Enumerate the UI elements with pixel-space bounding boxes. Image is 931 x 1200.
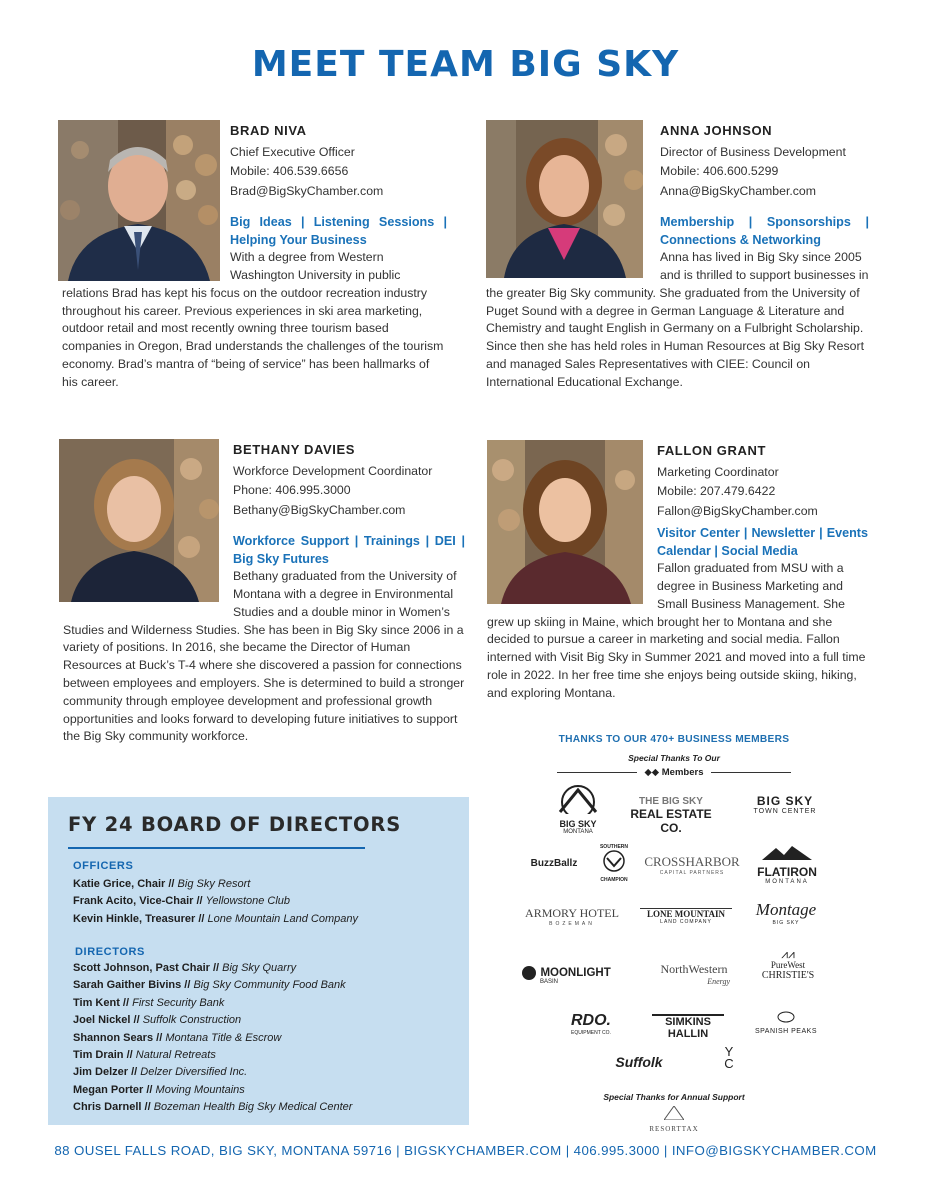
board-title: FY 24 BOARD OF DIRECTORS bbox=[68, 813, 402, 836]
board-member: Chris Darnell // Bozeman Health Big Sky Medical Center bbox=[73, 1101, 353, 1114]
logo-resort-tax: RESORTTAX bbox=[634, 1106, 714, 1133]
mountain-icon bbox=[556, 784, 600, 814]
member-name: FALLON GRANT bbox=[657, 443, 767, 458]
member-email[interactable]: Brad@BigSkyChamber.com bbox=[230, 183, 384, 198]
member-role: Director of Business Development bbox=[660, 144, 846, 159]
board-of-directors-panel bbox=[48, 797, 469, 1125]
diamond-icon: ◆◆ bbox=[644, 767, 660, 778]
logo-montage: Montage BIG SKY bbox=[755, 900, 817, 926]
board-title-rule bbox=[68, 847, 365, 849]
champion-emblem-icon bbox=[599, 850, 629, 872]
board-member: Jim Delzer // Delzer Diversified Inc. bbox=[73, 1066, 248, 1079]
logo-simkins-hallin: SIMKINS HALLIN bbox=[652, 1014, 724, 1040]
annual-support-label: Special Thanks for Annual Support bbox=[603, 1092, 745, 1102]
logo-yellowstone-club: Y C bbox=[724, 1044, 734, 1071]
member-email[interactable]: Fallon@BigSkyChamber.com bbox=[657, 503, 818, 518]
logo-suffolk: Suffolk bbox=[615, 1054, 663, 1070]
logo-northwestern-energy: NorthWestern Energy bbox=[660, 962, 730, 986]
directors-heading: DIRECTORS bbox=[75, 946, 145, 958]
logo-lone-mountain: LONE MOUNTAIN LAND COMPANY bbox=[640, 908, 732, 925]
peaks-icon bbox=[762, 846, 812, 860]
board-member: Scott Johnson, Past Chair // Big Sky Quarry bbox=[73, 962, 297, 974]
member-focus-areas: Big Ideas | Listening Sessions | Helping Your Business bbox=[230, 215, 447, 247]
logo-rdo-equipment: RDO. EQUIPMENT CO. bbox=[571, 1012, 611, 1036]
sponsors-heading: THANKS TO OUR 470+ BUSINESS MEMBERS bbox=[558, 734, 790, 745]
logo-flatiron: FLATIRON MONTANA bbox=[752, 846, 822, 885]
member-name: ANNA JOHNSON bbox=[660, 123, 773, 138]
member-email[interactable]: Anna@BigSkyChamber.com bbox=[660, 183, 817, 198]
officers-list bbox=[73, 876, 358, 928]
sponsor-logos-panel bbox=[508, 728, 840, 1138]
board-member: Frank Acito, Vice-Chair // Yellowstone Club bbox=[73, 895, 291, 908]
team-card-brad bbox=[62, 120, 447, 392]
page-title: MEET TEAM BIG SKY bbox=[251, 44, 680, 85]
moon-icon bbox=[522, 966, 536, 980]
logo-moonlight-basin: MOONLIGHT BASIN bbox=[522, 964, 638, 985]
member-phone: Mobile: 406.600.5299 bbox=[660, 164, 779, 179]
board-member: Kevin Hinkle, Treasurer // Lone Mountain Land Company bbox=[73, 912, 358, 925]
member-role: Workforce Development Coordinator bbox=[233, 463, 433, 478]
board-member: Katie Grice, Chair // Big Sky Resort bbox=[73, 878, 251, 890]
logo-spanish-peaks: SPANISH PEAKS bbox=[746, 1010, 826, 1035]
footer-contact-line: 88 OUSEL FALLS ROAD, BIG SKY, MONTANA 59716 | BIGSKYCHAMBER.COM | 406.995.3000 | INFO@BIGSKYCHAMBER.COM bbox=[54, 1143, 877, 1158]
portrait-photo-bethany bbox=[59, 439, 219, 602]
logo-buzzballz: BuzzBallz bbox=[530, 858, 578, 869]
member-phone: Mobile: 406.539.6656 bbox=[230, 164, 349, 179]
logo-town-center: BIG SKY TOWN CENTER bbox=[753, 794, 817, 815]
member-focus-areas: Visitor Center | Newsletter | Events Calendar | Social Media bbox=[657, 526, 868, 558]
member-name: BRAD NIVA bbox=[230, 123, 307, 138]
member-role: Chief Executive Officer bbox=[230, 144, 355, 159]
member-phone: Phone: 406.995.3000 bbox=[233, 483, 351, 498]
logo-southern-champion: SOUTHERN CHAMPION bbox=[599, 844, 629, 883]
resorttax-emblem-icon bbox=[664, 1106, 684, 1120]
team-card-anna bbox=[486, 120, 869, 392]
team-card-fallon bbox=[487, 440, 868, 703]
member-role: Marketing Coordinator bbox=[657, 464, 779, 479]
board-member: Tim Drain // Natural Retreats bbox=[73, 1049, 216, 1062]
member-bio: Bethany graduated from the University of Montana with a degree in Environmental Studies and a double minor in Women’s Studies and Wilderness Studies. She has been in Big Sky since 2006 in a variety of positions. In 2016, she became the Director of Human Resources at Buck’s T-4 where she discovered a passion for connections between employees and employers. She is determined to build a stronger community through employee development and professional growth opportunities and looks forward to developing future initiatives to support the Big Sky community workforce. bbox=[63, 569, 465, 744]
team-card-bethany bbox=[63, 439, 465, 746]
board-member: Joel Nickel // Suffolk Construction bbox=[73, 1014, 242, 1027]
logo-crossharbor: CROSSHARBOR CAPITAL PARTNERS bbox=[644, 854, 740, 876]
member-email[interactable]: Bethany@BigSkyChamber.com bbox=[233, 502, 406, 517]
logo-real-estate-co: THE BIG SKY REAL ESTATE CO. bbox=[630, 796, 712, 835]
board-member: Shannon Sears // Montana Title & Escrow bbox=[73, 1031, 282, 1044]
member-focus-areas: Workforce Support | Trainings | DEI | Big Sky Futures bbox=[233, 534, 465, 566]
portrait-photo-anna bbox=[486, 120, 643, 278]
birds-icon: ⩘⩘ bbox=[781, 947, 795, 961]
member-bio: Anna has lived in Big Sky since 2005 and is thrilled to support businesses in the greater Big Sky community. She graduated from the University of Puget Sound with a degree in German Language & Literature and Chemistry and taught English in Germany on a Fulbright Scholarship. Since then she has held roles in Human Resources at Big Sky Resort and managed Sales Representatives with CIEE: Council on International Educational Exchange. bbox=[486, 250, 869, 389]
board-member: Sarah Gaither Bivins // Big Sky Community Food Bank bbox=[73, 979, 346, 992]
member-bio: Fallon graduated from MSU with a degree in Business Marketing and Small Business Management. She grew up skiing in Maine, which brought her to Montana and she decided to pursue a career in marketing and social media. Fallon interned with Visit Big Sky in Summer 2021 and moved into a full time role in 2022. In her free time she enjoys being outside skiing, hiking, and exploring Montana. bbox=[487, 561, 866, 700]
board-member: Megan Porter // Moving Mountains bbox=[73, 1083, 245, 1096]
member-focus-areas: Membership | Sponsorships | Connections & Networking bbox=[660, 215, 869, 247]
member-bio: With a degree from Western Washington University in public relations Brad has kept his focus on the outdoor recreation industry throughout his career. Previous experiences in ski area marketing, outdoor retail and most recently owning three tourism based companies in Oregon, Brad understands the challenges of the tourism economy. Brad’s mantra of “being of service” has been hallmarks of his career. bbox=[62, 250, 444, 389]
member-name: BETHANY DAVIES bbox=[233, 442, 356, 457]
logo-purewest-christies: ⩘⩘ PureWest CHRISTIE'S bbox=[746, 948, 830, 981]
special-thanks-label: Special Thanks To Our bbox=[628, 753, 720, 763]
logo-armory-hotel: ARMORY HOTEL BOZEMAN bbox=[525, 906, 619, 927]
portrait-photo-brad bbox=[58, 120, 220, 281]
directors-list bbox=[73, 960, 352, 1117]
member-phone: Mobile: 207.479.6422 bbox=[657, 484, 776, 499]
members-tier-label: ◆◆ Members bbox=[508, 767, 840, 778]
officers-heading: OFFICERS bbox=[73, 860, 134, 872]
portrait-photo-fallon bbox=[487, 440, 643, 604]
board-member: Tim Kent // First Security Bank bbox=[73, 996, 225, 1009]
logo-big-sky-montana: BIG SKY MONTANA bbox=[548, 784, 608, 835]
spanish-peaks-emblem-icon bbox=[777, 1011, 795, 1023]
